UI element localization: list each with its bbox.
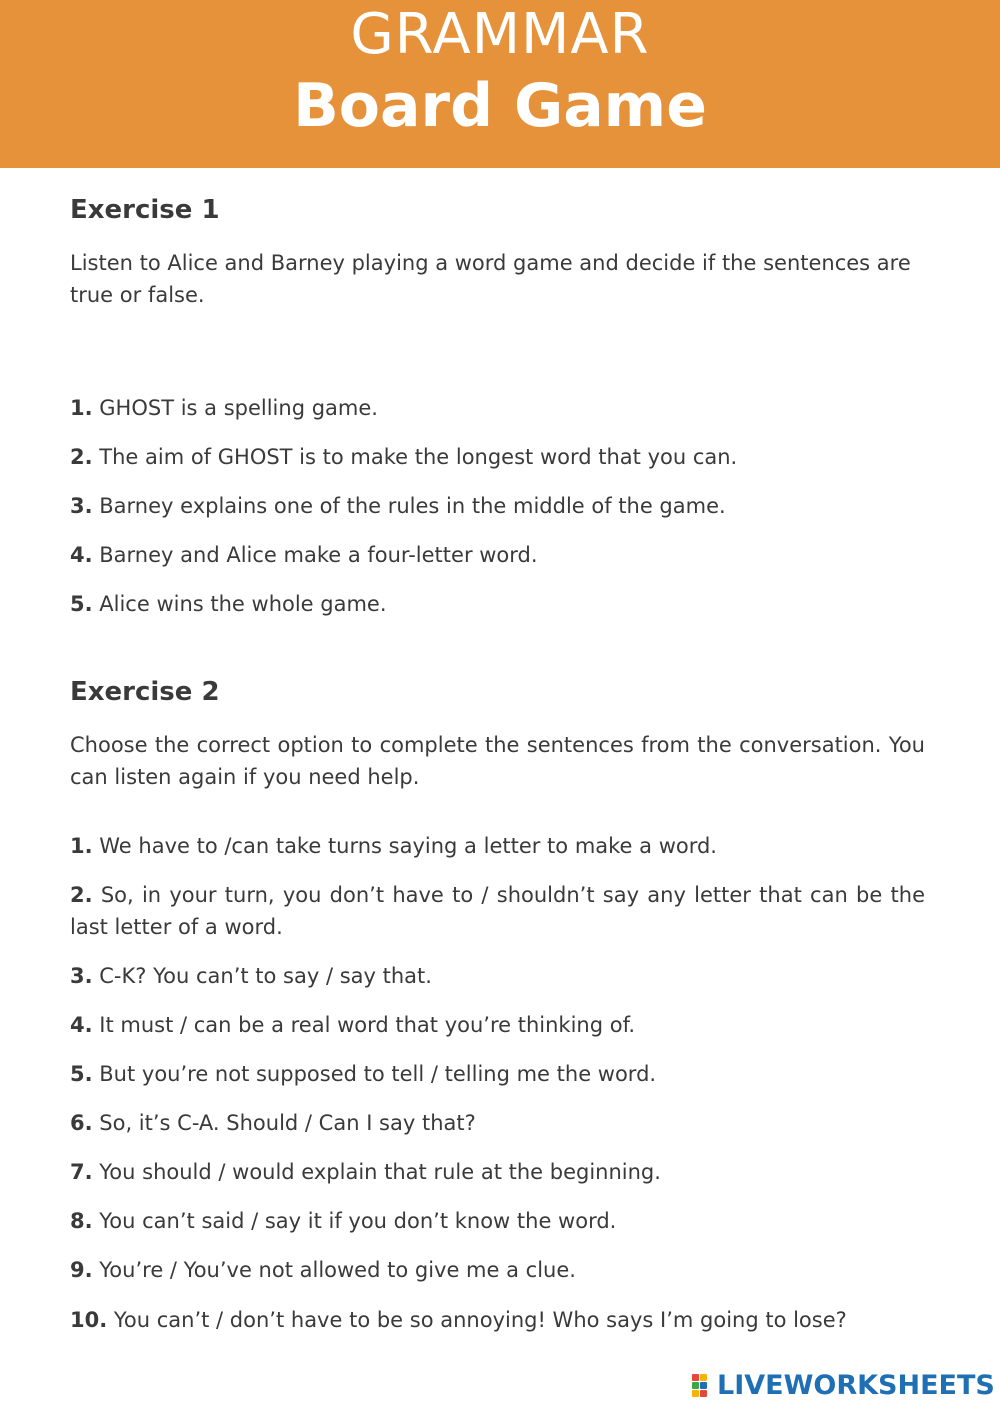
item-text: The aim of GHOST is to make the longest word that you can. [92,445,738,469]
item-number: 4. [70,1013,93,1037]
item-number: 10. [70,1308,108,1332]
exercise-2-item [70,1058,925,1090]
item-number: 5. [70,592,93,616]
item-text: Alice wins the whole game. [92,592,387,616]
exercise-1-item [70,588,925,620]
liveworksheets-logo-text: LIVEWORKSHEETS [717,1370,995,1401]
exercise-2-title: Exercise 2 [70,677,220,707]
exercise-1-item [70,441,925,473]
item-text: You can’t said / say it if you don’t know the word. [92,1209,617,1233]
item-number: 3. [70,964,93,988]
header-banner [0,0,1000,168]
exercise-2-item [70,1107,925,1139]
item-text: You should / would explain that rule at the beginning. [92,1160,661,1184]
item-text: Barney explains one of the rules in the middle of the game. [92,494,726,518]
item-text: So, it’s C-A. Should / Can I say that? [92,1111,476,1135]
item-number: 2. [70,883,93,907]
exercise-1-item [70,490,925,522]
item-number: 6. [70,1111,93,1135]
exercise-1-item [70,539,925,571]
exercise-2-item [70,830,925,862]
item-number: 1. [70,834,93,858]
exercise-1-item [70,392,925,424]
exercise-2-item [70,1156,925,1188]
item-number: 1. [70,396,93,420]
exercise-1-title: Exercise 1 [70,195,220,225]
liveworksheets-logo-icon [692,1374,714,1398]
item-text: Barney and Alice make a four-letter word. [92,543,538,567]
exercise-2-item [70,1205,925,1237]
item-text: You can’t / don’t have to be so annoying! Who says I’m going to lose? [107,1308,847,1332]
item-text: We have to /can take turns saying a letter to make a word. [92,834,717,858]
exercise-1-instructions: Listen to Alice and Barney playing a word game and decide if the sentences are true or false. [70,251,911,307]
exercise-2-instructions: Choose the correct option to complete the sentences from the conversation. You can listen again if you need help. [70,733,925,789]
item-number: 9. [70,1258,93,1282]
item-number: 2. [70,445,93,469]
item-number: 5. [70,1062,93,1086]
item-text: C-K? You can’t to say / say that. [92,964,432,988]
exercise-2-item [70,1009,925,1041]
item-text: GHOST is a spelling game. [92,396,378,420]
item-number: 4. [70,543,93,567]
item-text: You’re / You’ve not allowed to give me a clue. [92,1258,576,1282]
header-subtitle: GRAMMAR [350,2,650,67]
header-title: Board Game [293,71,707,141]
exercise-2-item [70,960,925,992]
item-text: But you’re not supposed to tell / telling me the word. [92,1062,657,1086]
item-number: 3. [70,494,93,518]
exercise-2-item [70,879,925,943]
liveworksheets-logo[interactable] [692,1372,995,1400]
item-text: So, in your turn, you don’t have to / shouldn’t say any letter that can be the last letter of a word. [70,883,925,939]
item-text: It must / can be a real word that you’re thinking of. [92,1013,636,1037]
item-number: 8. [70,1209,93,1233]
exercise-2-item [70,1304,925,1336]
item-number: 7. [70,1160,93,1184]
exercise-2-item [70,1254,925,1286]
